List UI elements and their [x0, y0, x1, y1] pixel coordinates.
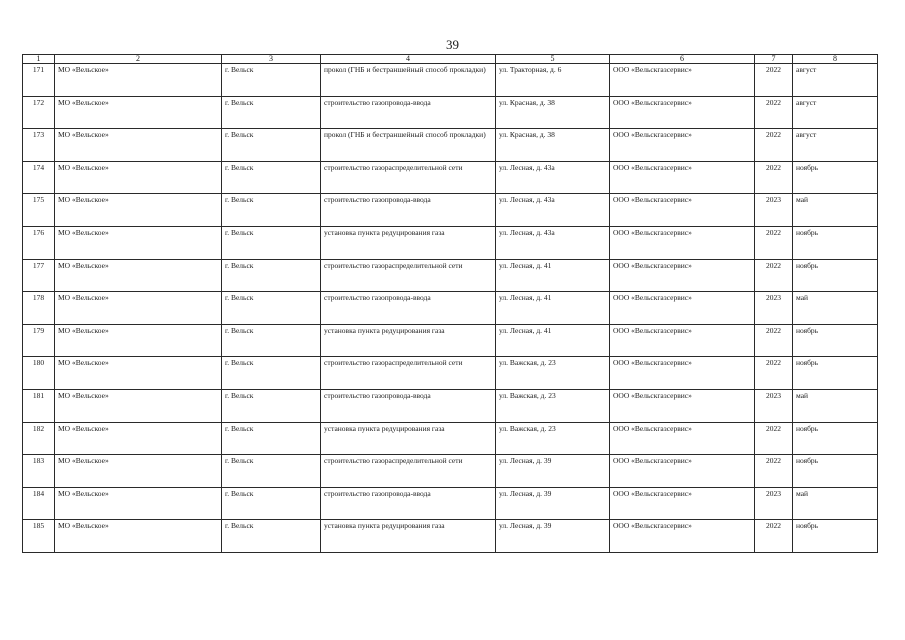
organization-cell: ООО «Вельскгазсервис»	[610, 292, 755, 325]
column-header: 6	[610, 55, 755, 64]
row-number: 172	[23, 96, 55, 129]
organization-cell: ООО «Вельскгазсервис»	[610, 324, 755, 357]
municipality-cell: МО «Вельское»	[55, 357, 222, 390]
row-number: 178	[23, 292, 55, 325]
month-cell: май	[793, 194, 878, 227]
row-number: 185	[23, 520, 55, 553]
organization-cell: ООО «Вельскгазсервис»	[610, 129, 755, 162]
month-cell: май	[793, 389, 878, 422]
column-header: 3	[222, 55, 321, 64]
work-type-cell: строительство газораспределительной сети	[321, 455, 496, 488]
settlement-cell: г. Вельск	[222, 487, 321, 520]
month-cell: май	[793, 487, 878, 520]
year-cell: 2023	[755, 487, 793, 520]
table-row	[23, 487, 878, 520]
organization-cell: ООО «Вельскгазсервис»	[610, 259, 755, 292]
table-row	[23, 64, 878, 97]
address-cell: ул. Лесная, д. 41	[496, 292, 610, 325]
row-number: 175	[23, 194, 55, 227]
year-cell: 2022	[755, 324, 793, 357]
settlement-cell: г. Вельск	[222, 129, 321, 162]
year-cell: 2022	[755, 259, 793, 292]
month-cell: август	[793, 64, 878, 97]
work-type-cell: установка пункта редуцирования газа	[321, 520, 496, 553]
table-row	[23, 455, 878, 488]
work-type-cell: установка пункта редуцирования газа	[321, 324, 496, 357]
work-type-cell: строительство газопровода-ввода	[321, 487, 496, 520]
month-cell: ноябрь	[793, 455, 878, 488]
municipality-cell: МО «Вельское»	[55, 389, 222, 422]
month-cell: ноябрь	[793, 357, 878, 390]
row-number: 173	[23, 129, 55, 162]
municipality-cell: МО «Вельское»	[55, 96, 222, 129]
address-cell: ул. Красная, д. 38	[496, 129, 610, 162]
municipality-cell: МО «Вельское»	[55, 259, 222, 292]
column-number-row	[23, 55, 878, 64]
table-row	[23, 259, 878, 292]
row-number: 171	[23, 64, 55, 97]
organization-cell: ООО «Вельскгазсервис»	[610, 96, 755, 129]
address-cell: ул. Лесная, д. 41	[496, 324, 610, 357]
municipality-cell: МО «Вельское»	[55, 129, 222, 162]
work-type-cell: строительство газопровода-ввода	[321, 194, 496, 227]
year-cell: 2022	[755, 64, 793, 97]
work-type-cell: строительство газораспределительной сети	[321, 357, 496, 390]
year-cell: 2022	[755, 357, 793, 390]
municipality-cell: МО «Вельское»	[55, 194, 222, 227]
year-cell: 2022	[755, 129, 793, 162]
column-header: 1	[23, 55, 55, 64]
table-body	[23, 64, 878, 553]
row-number: 184	[23, 487, 55, 520]
row-number: 176	[23, 226, 55, 259]
settlement-cell: г. Вельск	[222, 292, 321, 325]
settlement-cell: г. Вельск	[222, 389, 321, 422]
settlement-cell: г. Вельск	[222, 226, 321, 259]
address-cell: ул. Лесная, д. 43а	[496, 161, 610, 194]
column-header: 5	[496, 55, 610, 64]
row-number: 179	[23, 324, 55, 357]
address-cell: ул. Лесная, д. 43а	[496, 194, 610, 227]
organization-cell: ООО «Вельскгазсервис»	[610, 389, 755, 422]
table-row	[23, 226, 878, 259]
year-cell: 2023	[755, 194, 793, 227]
table-row	[23, 129, 878, 162]
month-cell: ноябрь	[793, 520, 878, 553]
column-header: 8	[793, 55, 878, 64]
work-type-cell: строительство газопровода-ввода	[321, 96, 496, 129]
address-cell: ул. Важская, д. 23	[496, 389, 610, 422]
municipality-cell: МО «Вельское»	[55, 520, 222, 553]
settlement-cell: г. Вельск	[222, 422, 321, 455]
work-type-cell: прокол (ГНБ и бестраншейный способ прокладки)	[321, 129, 496, 162]
organization-cell: ООО «Вельскгазсервис»	[610, 520, 755, 553]
work-type-cell: строительство газораспределительной сети	[321, 259, 496, 292]
work-type-cell: установка пункта редуцирования газа	[321, 226, 496, 259]
organization-cell: ООО «Вельскгазсервис»	[610, 455, 755, 488]
year-cell: 2023	[755, 389, 793, 422]
municipality-cell: МО «Вельское»	[55, 487, 222, 520]
organization-cell: ООО «Вельскгазсервис»	[610, 194, 755, 227]
address-cell: ул. Важская, д. 23	[496, 357, 610, 390]
page-number: 39	[446, 37, 459, 52]
settlement-cell: г. Вельск	[222, 520, 321, 553]
row-number: 180	[23, 357, 55, 390]
row-number: 183	[23, 455, 55, 488]
address-cell: ул. Лесная, д. 43а	[496, 226, 610, 259]
table-row	[23, 96, 878, 129]
address-cell: ул. Лесная, д. 41	[496, 259, 610, 292]
settlement-cell: г. Вельск	[222, 161, 321, 194]
municipality-cell: МО «Вельское»	[55, 64, 222, 97]
month-cell: ноябрь	[793, 259, 878, 292]
table-row	[23, 324, 878, 357]
settlement-cell: г. Вельск	[222, 324, 321, 357]
organization-cell: ООО «Вельскгазсервис»	[610, 422, 755, 455]
work-type-cell: установка пункта редуцирования газа	[321, 422, 496, 455]
address-cell: ул. Лесная, д. 39	[496, 520, 610, 553]
month-cell: август	[793, 129, 878, 162]
column-header: 4	[321, 55, 496, 64]
settlement-cell: г. Вельск	[222, 96, 321, 129]
table-row	[23, 194, 878, 227]
address-cell: ул. Красная, д. 38	[496, 96, 610, 129]
organization-cell: ООО «Вельскгазсервис»	[610, 226, 755, 259]
address-cell: ул. Лесная, д. 39	[496, 487, 610, 520]
municipality-cell: МО «Вельское»	[55, 161, 222, 194]
month-cell: ноябрь	[793, 324, 878, 357]
municipality-cell: МО «Вельское»	[55, 422, 222, 455]
organization-cell: ООО «Вельскгазсервис»	[610, 357, 755, 390]
table-row	[23, 520, 878, 553]
table-row	[23, 161, 878, 194]
table-row	[23, 389, 878, 422]
organization-cell: ООО «Вельскгазсервис»	[610, 487, 755, 520]
address-cell: ул. Лесная, д. 39	[496, 455, 610, 488]
settlement-cell: г. Вельск	[222, 64, 321, 97]
settlement-cell: г. Вельск	[222, 194, 321, 227]
month-cell: ноябрь	[793, 226, 878, 259]
works-table	[22, 54, 878, 553]
year-cell: 2022	[755, 422, 793, 455]
column-header: 7	[755, 55, 793, 64]
month-cell: май	[793, 292, 878, 325]
address-cell: ул. Тракторная, д. 6	[496, 64, 610, 97]
year-cell: 2022	[755, 161, 793, 194]
row-number: 174	[23, 161, 55, 194]
work-type-cell: строительство газораспределительной сети	[321, 161, 496, 194]
settlement-cell: г. Вельск	[222, 357, 321, 390]
month-cell: август	[793, 96, 878, 129]
row-number: 182	[23, 422, 55, 455]
municipality-cell: МО «Вельское»	[55, 226, 222, 259]
municipality-cell: МО «Вельское»	[55, 455, 222, 488]
row-number: 181	[23, 389, 55, 422]
column-header: 2	[55, 55, 222, 64]
address-cell: ул. Важская, д. 23	[496, 422, 610, 455]
month-cell: ноябрь	[793, 161, 878, 194]
year-cell: 2022	[755, 96, 793, 129]
year-cell: 2023	[755, 292, 793, 325]
year-cell: 2022	[755, 226, 793, 259]
work-type-cell: строительство газопровода-ввода	[321, 292, 496, 325]
settlement-cell: г. Вельск	[222, 455, 321, 488]
work-type-cell: строительство газопровода-ввода	[321, 389, 496, 422]
month-cell: ноябрь	[793, 422, 878, 455]
municipality-cell: МО «Вельское»	[55, 292, 222, 325]
row-number: 177	[23, 259, 55, 292]
organization-cell: ООО «Вельскгазсервис»	[610, 64, 755, 97]
table-row	[23, 422, 878, 455]
settlement-cell: г. Вельск	[222, 259, 321, 292]
municipality-cell: МО «Вельское»	[55, 324, 222, 357]
work-type-cell: прокол (ГНБ и бестраншейный способ прокладки)	[321, 64, 496, 97]
table-row	[23, 292, 878, 325]
organization-cell: ООО «Вельскгазсервис»	[610, 161, 755, 194]
year-cell: 2022	[755, 455, 793, 488]
year-cell: 2022	[755, 520, 793, 553]
table-row	[23, 357, 878, 390]
